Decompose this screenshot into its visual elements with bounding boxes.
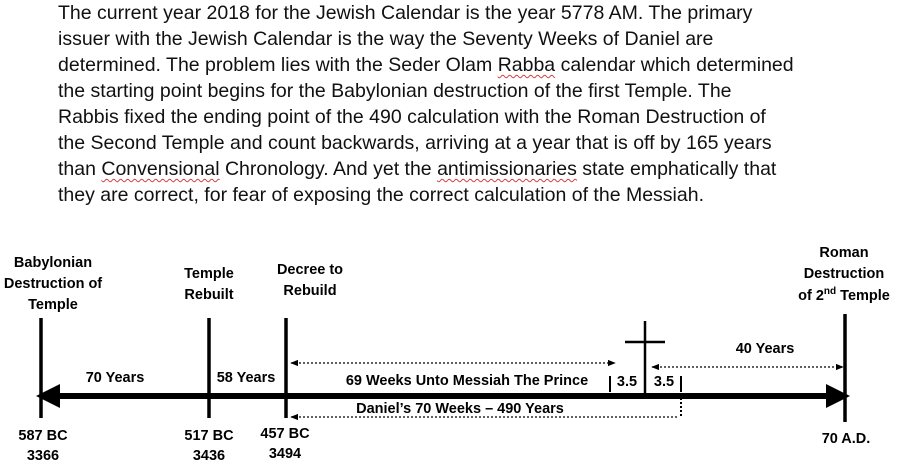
paragraph-line: the Second Temple and count backwards, arriving at a year that is off by 165 years bbox=[58, 132, 772, 154]
forty-years-label: 40 Years bbox=[735, 341, 795, 357]
half-week-label: 3.5 bbox=[616, 374, 638, 390]
babylonian-label-3: Temple bbox=[28, 297, 78, 313]
paragraph-text: determined. The problem lies with the Seder Olam bbox=[58, 54, 498, 76]
babylonian-label-1: Babylonian bbox=[13, 255, 93, 271]
paragraph-line: they are correct, for fear of exposing the correct calculation of the Messiah. bbox=[58, 184, 704, 206]
roman-label-2: Destruction bbox=[803, 266, 885, 282]
paragraph-line: the starting point begins for the Babylonian destruction of the first Temple. The bbox=[58, 80, 732, 102]
temple-rebuilt-year: 517 BC bbox=[184, 428, 234, 444]
seventy-years-label: 70 Years bbox=[85, 370, 145, 386]
misspelled-word: antimissionaries bbox=[437, 158, 577, 180]
misspelled-word: Rabba bbox=[497, 54, 556, 76]
paragraph-text: state emphatically that bbox=[576, 158, 777, 180]
daniels-weeks-label: Daniel’s 70 Weeks – 490 Years bbox=[356, 401, 564, 417]
babylonian-am: 3366 bbox=[26, 448, 60, 464]
decree-year: 457 BC bbox=[260, 426, 310, 442]
misspelled-word: Convensional bbox=[101, 158, 220, 180]
temple-rebuilt-label-2: Rebuilt bbox=[184, 287, 234, 303]
temple-rebuilt-am: 3436 bbox=[192, 448, 226, 464]
sixty-nine-weeks-label: 69 Weeks Unto Messiah The Prince bbox=[345, 373, 589, 389]
fifty-eight-years-label: 58 Years bbox=[216, 370, 276, 386]
babylonian-year: 587 BC bbox=[18, 428, 68, 444]
paragraph-line: Rabbis fixed the ending point of the 490 calculation with the Roman Destruction of bbox=[58, 106, 766, 128]
paragraph-line: The current year 2018 for the Jewish Calendar is the year 5778 AM. The primary bbox=[58, 2, 753, 24]
decree-label-1: Decree to bbox=[276, 262, 344, 278]
paragraph-line: issuer with the Jewish Calendar is the way the Seventy Weeks of Daniel are bbox=[58, 28, 714, 50]
decree-label-2: Rebuild bbox=[283, 283, 337, 299]
babylonian-label-2: Destruction of bbox=[3, 276, 103, 292]
temple-rebuilt-label-1: Temple bbox=[184, 266, 234, 282]
paragraph-text: calendar which determined bbox=[555, 54, 794, 76]
roman-year: 70 A.D. bbox=[821, 431, 871, 447]
half-week-label: 3.5 bbox=[653, 374, 675, 390]
paragraph-text: Chronology. And yet the bbox=[219, 158, 438, 180]
decree-am: 3494 bbox=[268, 446, 302, 462]
roman-label-3: of 2nd Temple bbox=[798, 286, 890, 304]
roman-label-1: Roman bbox=[819, 245, 869, 261]
paragraph-text: than bbox=[58, 158, 102, 180]
